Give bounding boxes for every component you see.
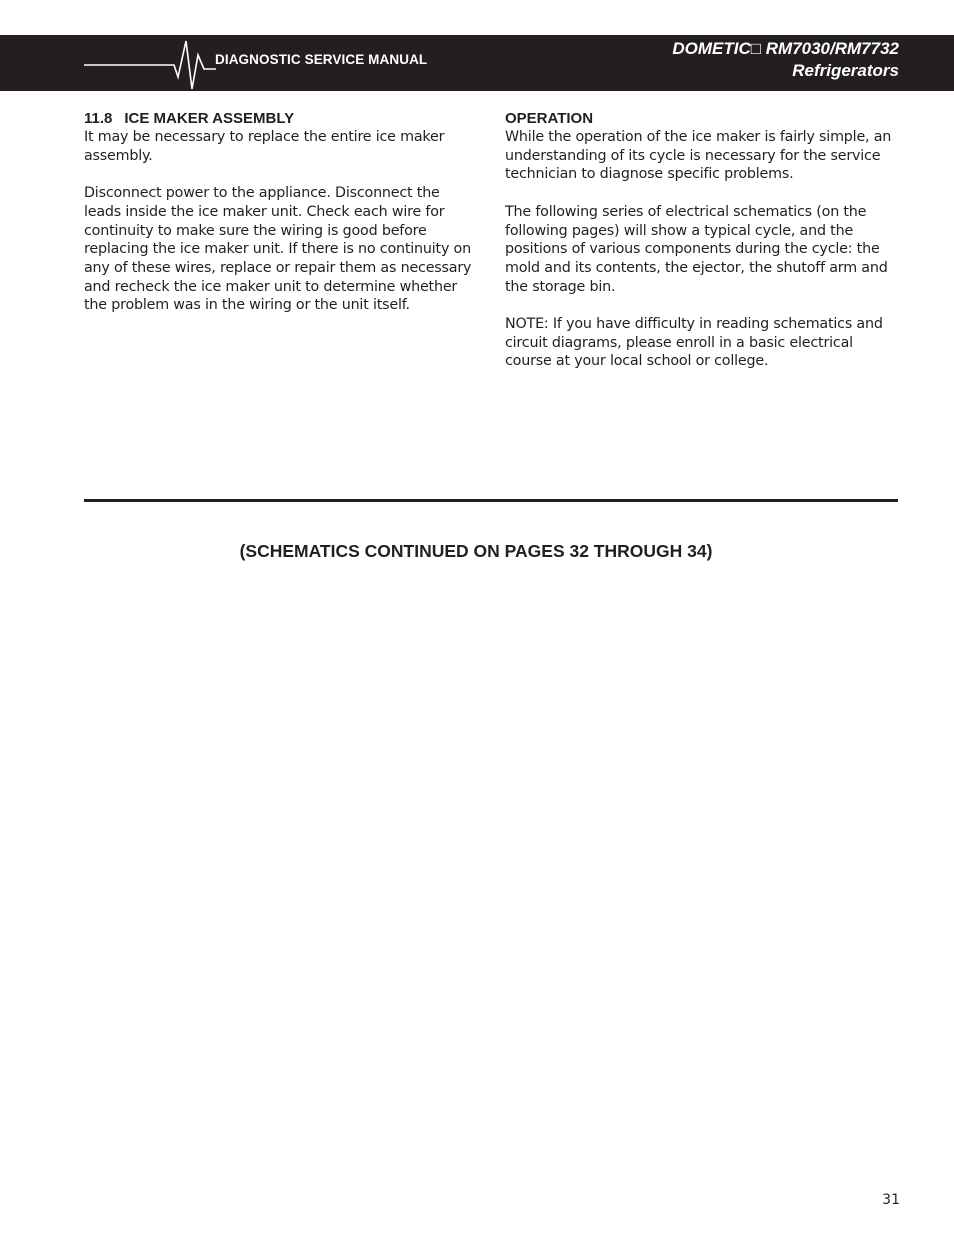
document-title-line-2: Refrigerators <box>792 61 899 80</box>
continued-note: (SCHEMATICS CONTINUED ON PAGES 32 THROUGH 34) <box>239 541 713 561</box>
paragraph: It may be necessary to replace the entire ice maker assembly. <box>84 129 445 164</box>
operation-heading: OPERATION <box>505 110 594 127</box>
paragraph: While the operation of the ice maker is fairly simple, an understanding of its cycle is necessary for the service technician to diagnose specific problems. <box>505 129 892 183</box>
document-title <box>672 38 899 82</box>
paragraph: Disconnect power to the appliance. Disconnect the leads inside the ice maker unit. Check each wire for continuity to make sure the wiring is good before replacing the ice maker unit. If there is no continuity on any of these wires, replace or repair them as necessary and recheck the ice maker unit to determine whether the problem was in the wiring or the unit itself. <box>84 185 472 314</box>
right-column <box>505 110 897 390</box>
page-number: 31 <box>882 1192 900 1208</box>
manual-label: DIAGNOSTIC SERVICE MANUAL <box>215 52 428 67</box>
header-bar <box>0 35 954 91</box>
paragraph: NOTE: If you have difficulty in reading schematics and circuit diagrams, please enroll in a basic electrical course at your local school or college. <box>505 316 883 370</box>
paragraph: The following series of electrical schematics (on the following pages) will show a typical cycle, and the positions of various components during the cycle: the mold and its contents, the ejector, the shutoff arm and the storage bin. <box>505 203 888 295</box>
section-number: 11.8 <box>84 110 113 127</box>
document-title-line-1: DOMETIC□ RM7030/RM7732 <box>672 39 899 58</box>
section-title: ICE MAKER ASSEMBLY <box>124 110 295 127</box>
heartbeat-pulse-icon <box>82 37 222 91</box>
section-heading <box>84 110 476 128</box>
divider <box>84 499 898 502</box>
left-column <box>84 110 476 334</box>
